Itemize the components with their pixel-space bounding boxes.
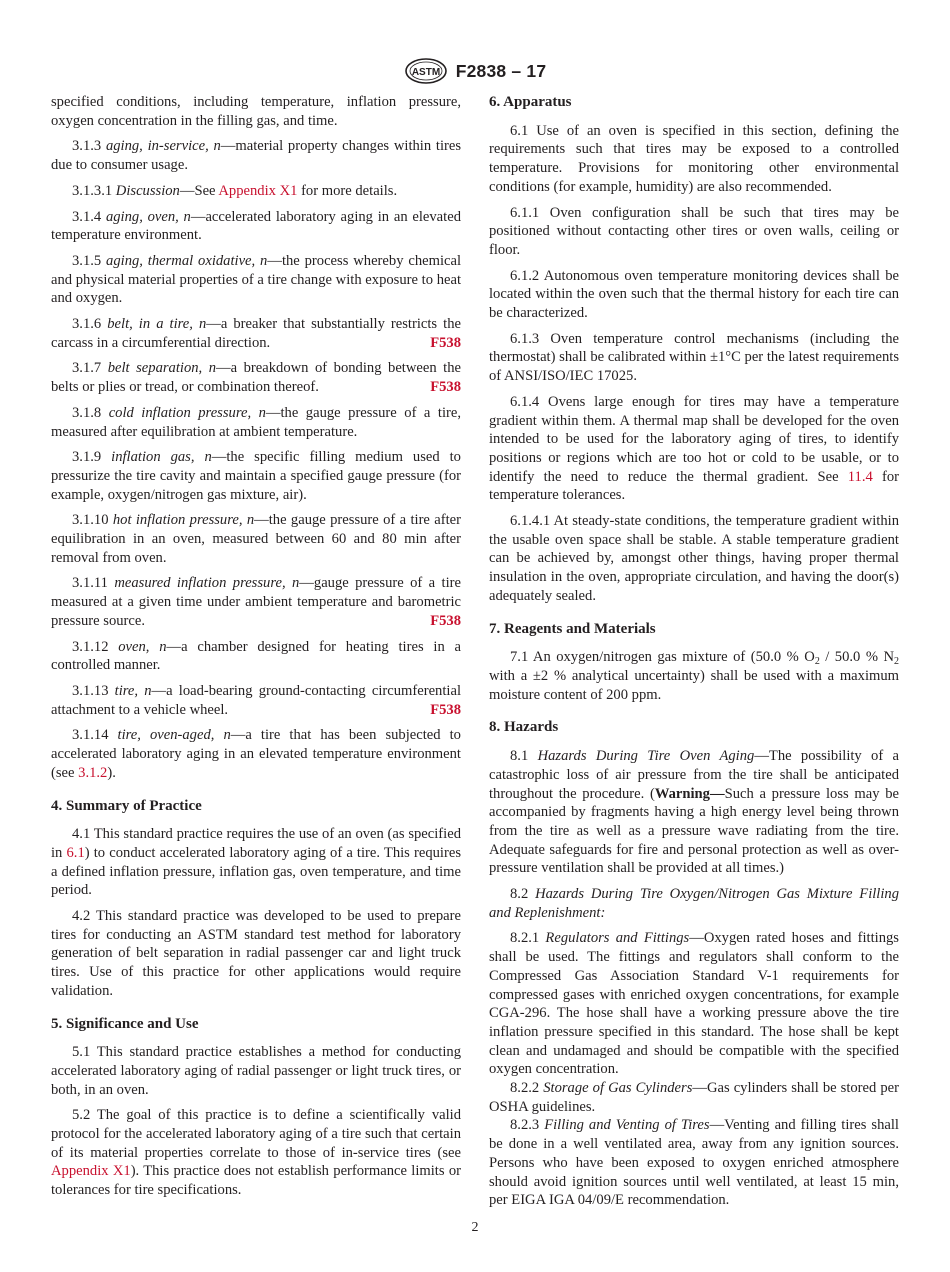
definition-3-1-3-1: 3.1.3.1 Discussion—See Appendix X1 for more details.: [72, 182, 398, 199]
section-heading-6: 6. Apparatus: [489, 94, 572, 110]
astm-logo-icon: [404, 58, 448, 84]
f538-link[interactable]: F538: [430, 334, 461, 351]
f538-link[interactable]: F538: [430, 701, 461, 718]
section-11-4-link[interactable]: 11.4: [847, 468, 873, 485]
paragraph-intro: specified conditions, including temperature, inflation pressure, oxygen concentration in the filling gas, and time.: [51, 94, 461, 129]
definition-3-1-7: 3.1.7 belt separation, n—a breakdown of bonding between the belts or plies or tread, or combination thereof. F538: [51, 360, 461, 396]
paragraph-6-1-2: 6.1.2 Autonomous oven temperature monitoring devices shall be located within the oven such that the thermal history for each tire can be characterized.: [489, 267, 899, 322]
svg-text:ASTM: ASTM: [411, 67, 440, 78]
document-id: F2838 – 17: [455, 60, 547, 81]
definition-3-1-3: 3.1.3 aging, in-service, n—material property changes within tires due to consumer usage.: [51, 138, 462, 174]
definition-3-1-10: 3.1.10 hot inflation pressure, n—the gauge pressure of a tire after equilibration in an oven, measured between 60 and 80 min after removal from oven.: [51, 512, 461, 566]
section-3-1-2-link[interactable]: 3.1.2: [78, 764, 108, 781]
section-heading-4: 4. Summary of Practice: [51, 797, 202, 814]
definition-3-1-4: 3.1.4 aging, oven, n—accelerated laboratory aging in an elevated temperature environment.: [51, 208, 461, 244]
definition-3-1-11: 3.1.11 measured inflation pressure, n—gauge pressure of a tire measured at a given time under ambient temperature and barometric pressure source. F538: [51, 575, 461, 629]
section-heading-5: 5. Significance and Use: [51, 1015, 199, 1032]
paragraph-6-1-1: 6.1.1 Oven configuration shall be such that tires may be positioned without contacting other tires or oven walls, ceiling or floor.: [489, 204, 899, 258]
paragraph-8-1: 8.1 Hazards During Tire Oven Aging—The possibility of a catastrophic loss of air pressure from the tire shall be anticipated throughout the procedure. (Warning—Such a pressure loss may be accompanied by fragments having a high energy level being thrown from the tire as well as a pressure wave radiating from the tire. Adequate safeguards for fire and personal protection as well as over-pressure ventilation shall be provided at all times.): [489, 748, 899, 877]
left-column: [51, 93, 461, 1207]
paragraph-6-1-3: 6.1.3 Oven temperature control mechanisms (including the thermostat) shall be calibrated within ±1°C per the latest requirements of ANSI/ISO/IEC 17025.: [489, 330, 899, 385]
paragraph-6-1-4-1: 6.1.4.1 At steady-state conditions, the temperature gradient within the usable oven space shall be stable. A stable temperature gradient can be achieved by, amongst other things, having proper thermal insulation in the oven, appropriate circulation, and having the door(s) adequately sealed.: [489, 513, 899, 604]
right-column: [489, 93, 899, 1210]
paragraph-5-1: 5.1 This standard practice establishes a method for conducting accelerated laboratory aging of radial passenger or light truck tires, or both, in an oven.: [51, 1044, 461, 1098]
definition-3-1-14: 3.1.14 tire, oven-aged, n—a tire that has been subjected to accelerated laboratory aging in an elevated temperature environment (see 3.1.2).: [51, 727, 461, 781]
paragraph-8-2-2: 8.2.2 Storage of Gas Cylinders—Gas cylinders shall be stored per OSHA guidelines.: [489, 1080, 899, 1115]
page-header: [0, 58, 950, 86]
paragraph-7-1: 7.1 An oxygen/nitrogen gas mixture of (50.0 % $O_2 / 50.0$ % $N_2$ with a ±2 % analytical uncertainty) shall be used with a maximum moisture content of 200 ppm.: [489, 649, 899, 703]
f538-link[interactable]: F538: [430, 612, 461, 629]
paragraph-6-1-4: 6.1.4 Ovens large enough for tires may have a temperature gradient within them. A thermal map shall be developed for the oven intended to be used for the laboratory aging of tires, to identify positions or regions which are too hot or cold to be usable, or to identify the need to reduce the thermal gradient. See 11.4 for temperature tolerances.: [489, 393, 900, 504]
appendix-x1-link[interactable]: Appendix X1: [218, 182, 298, 199]
paragraph-8-2: 8.2 Hazards During Tire Oxygen/Nitrogen Gas Mixture Filling and Replenishment:: [489, 886, 900, 921]
definition-3-1-9: 3.1.9 inflation gas, n—the specific filling medium used to pressurize the tire cavity and maintain a specified gauge pressure (for example, oxygen/nitrogen gas mixture, air).: [51, 449, 461, 503]
definition-3-1-13: 3.1.13 tire, n—a load-bearing ground-contacting circumferential attachment to a vehicle wheel. F538: [51, 682, 461, 718]
paragraph-8-2-3: 8.2.3 Filling and Venting of Tires—Venting and filling tires shall be done in a well ventilated area, away from any ignition sources. Persons who have been exposed to oxygen enriched atmosphere should avoid ignition sources until well ventilated, at least 15 min, per EIGA IGA 04/09/E recommendation.: [489, 1117, 899, 1209]
section-heading-8: 8. Hazards: [489, 719, 559, 736]
paragraph-4-1: 4.1 This standard practice requires the use of an oven (as specified in 6.1) to conduct accelerated laboratory aging of a tire. This requires a defined inflation pressure, inflation gas, oven temperature, and time period.: [51, 826, 461, 899]
definition-3-1-5: 3.1.5 aging, thermal oxidative, n—the process whereby chemical and physical material properties of a tire change with exposure to heat and oxygen.: [51, 252, 462, 307]
f538-link[interactable]: F538: [430, 379, 461, 396]
definition-3-1-8: 3.1.8 cold inflation pressure, n—the gauge pressure of a tire, measured after equilibration at ambient temperature.: [51, 404, 461, 440]
appendix-x1-link[interactable]: Appendix X1: [51, 1163, 131, 1180]
section-6-1-link[interactable]: 6.1: [66, 844, 85, 861]
paragraph-4-2: 4.2 This standard practice was developed to be used to prepare tires for conducting an ASTM standard test method for laboratory generation of belt separation in radial passenger car and light truck tires. Use of this practice for other applications would require validation.: [51, 908, 461, 999]
paragraph-8-2-1: 8.2.1 Regulators and Fittings—Oxygen rated hoses and fittings shall be used. The fittings and regulators shall conform to the Compressed Gas Association Standard V-1 requirements for compressed gases with enriched oxygen concentrations, for example CGA-296. The hose shall have a working pressure above the tire inflation pressure specified in this standard. The hose shall be kept clean and undamaged and should be compatible with the specified oxygen concentration.: [489, 930, 899, 1078]
paragraph-5-2: 5.2 The goal of this practice is to define a scientifically valid protocol for the accelerated laboratory aging of a tire such that certain of its material properties correlate to those of in-service tires (see Appendix X1). This practice does not establish performance limits or tolerances for tire specifications.: [51, 1107, 461, 1199]
section-heading-7: 7. Reagents and Materials: [489, 620, 656, 637]
paragraph-6-1: 6.1 Use of an oven is specified in this section, defining the requirements such that tires may be exposed to a controlled temperature. Provisions for monitoring other environmental conditions (for example, humidity) are also recommended.: [489, 122, 899, 195]
definition-3-1-12: 3.1.12 oven, n—a chamber designed for heating tires in a controlled manner.: [51, 638, 461, 674]
page-number: 2: [471, 1220, 479, 1235]
definition-3-1-6: 3.1.6 belt, in a tire, n—a breaker that substantially restricts the carcass in a circumferential direction. F538: [51, 316, 461, 351]
